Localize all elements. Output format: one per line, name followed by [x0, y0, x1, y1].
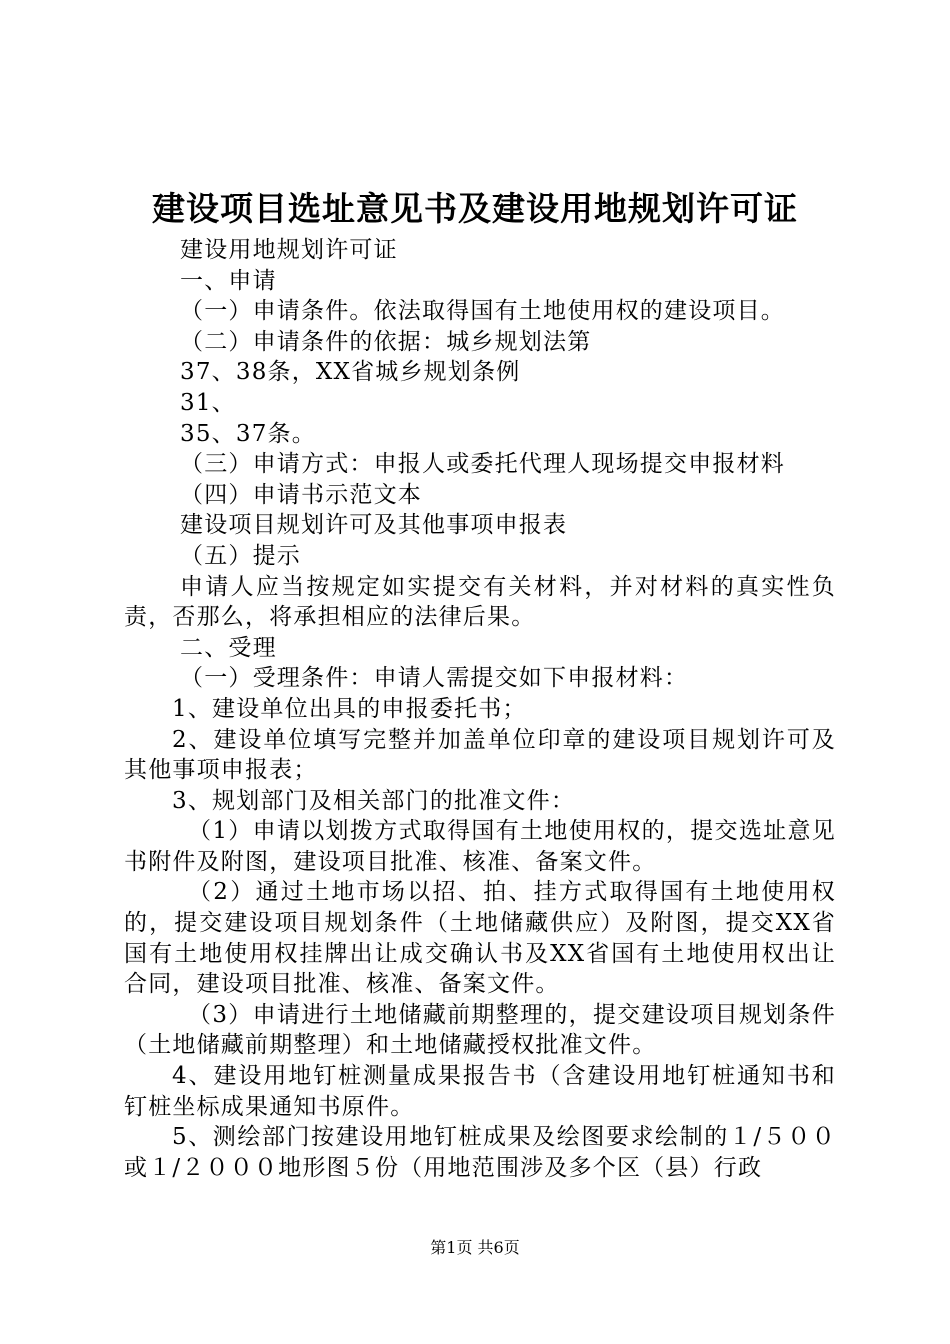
paragraph-hint-text: 申请人应当按规定如实提交有关材料，并对材料的真实性负责，否那么，将承担相应的法律后果。 — [124, 573, 836, 631]
paragraph-apply-method: （三）申请方式：申报人或委托代理人现场提交申报材料 — [180, 451, 785, 478]
paragraph-articles-35-37: 35、37条。 — [180, 420, 316, 447]
paragraph-apply-conditions: （一）申请条件。依法取得国有土地使用权的建设项目。 — [180, 298, 785, 325]
paragraph-sample-text: （四）申请书示范文本 — [180, 481, 422, 508]
paragraph-item-2: 2、建设单位填写完整并加盖单位印章的建设项目规划许可及其他事项申报表； — [124, 726, 836, 784]
paragraph-item-3: 3、规划部门及相关部门的批准文件： — [172, 787, 576, 814]
document-title: 建设项目选址意见书及建设用地规划许可证 — [152, 189, 798, 228]
paragraph-item-4: 4、建设用地钉桩测量成果报告书（含建设用地钉桩通知书和钉桩坐标成果通知书原件。 — [124, 1063, 836, 1120]
paragraph-item-1: 1、建设单位出具的申报委托书； — [172, 695, 527, 722]
paragraph-subitem-3: （3）申请进行土地储藏前期整理的，提交建设项目规划条件（土地储藏前期整理）和土地储藏授权批准文件。 — [124, 1001, 836, 1059]
paragraph-application-form: 建设项目规划许可及其他事项申报表 — [180, 512, 568, 539]
paragraph-subitem-2: （2）通过土地市场以招、拍、挂方式取得国有土地使用权的，提交建设项目规划条件（土地储藏供应）及附图，提交XX省国有土地使用权挂牌出让成交确认书及XX省国有土地使用权出让合同，建设项目批准、核准、备案文件。 — [124, 879, 836, 998]
paragraph-articles-37-38: 37、38条，XX省城乡规划条例 — [180, 359, 521, 386]
paragraph-hint-heading: （五）提示 — [180, 542, 301, 569]
document-body — [124, 235, 836, 1183]
paragraph-acceptance-heading: 二、受理 — [180, 634, 277, 661]
paragraph-subitem-1: （1）申请以划拨方式取得国有土地使用权的，提交选址意见书附件及附图，建设项目批准、核准、备案文件。 — [124, 818, 836, 875]
paragraph-item-5: 5、测绘部门按建设用地钉桩成果及绘图要求绘制的１/５００或１/２０００地形图５份（用地范围涉及多个区（县）行政 — [124, 1124, 836, 1181]
paragraph-acceptance-conditions: （一）受理条件：申请人需提交如下申报材料： — [180, 665, 689, 692]
paragraph-apply-basis: （二）申请条件的依据：城乡规划法第 — [180, 328, 592, 355]
paragraph-article-31: 31、 — [180, 389, 236, 416]
page-footer: 第1页 共6页 — [430, 1238, 520, 1257]
paragraph-section-heading: 建设用地规划许可证 — [180, 237, 398, 263]
paragraph-apply-heading: 一、申请 — [180, 267, 277, 294]
